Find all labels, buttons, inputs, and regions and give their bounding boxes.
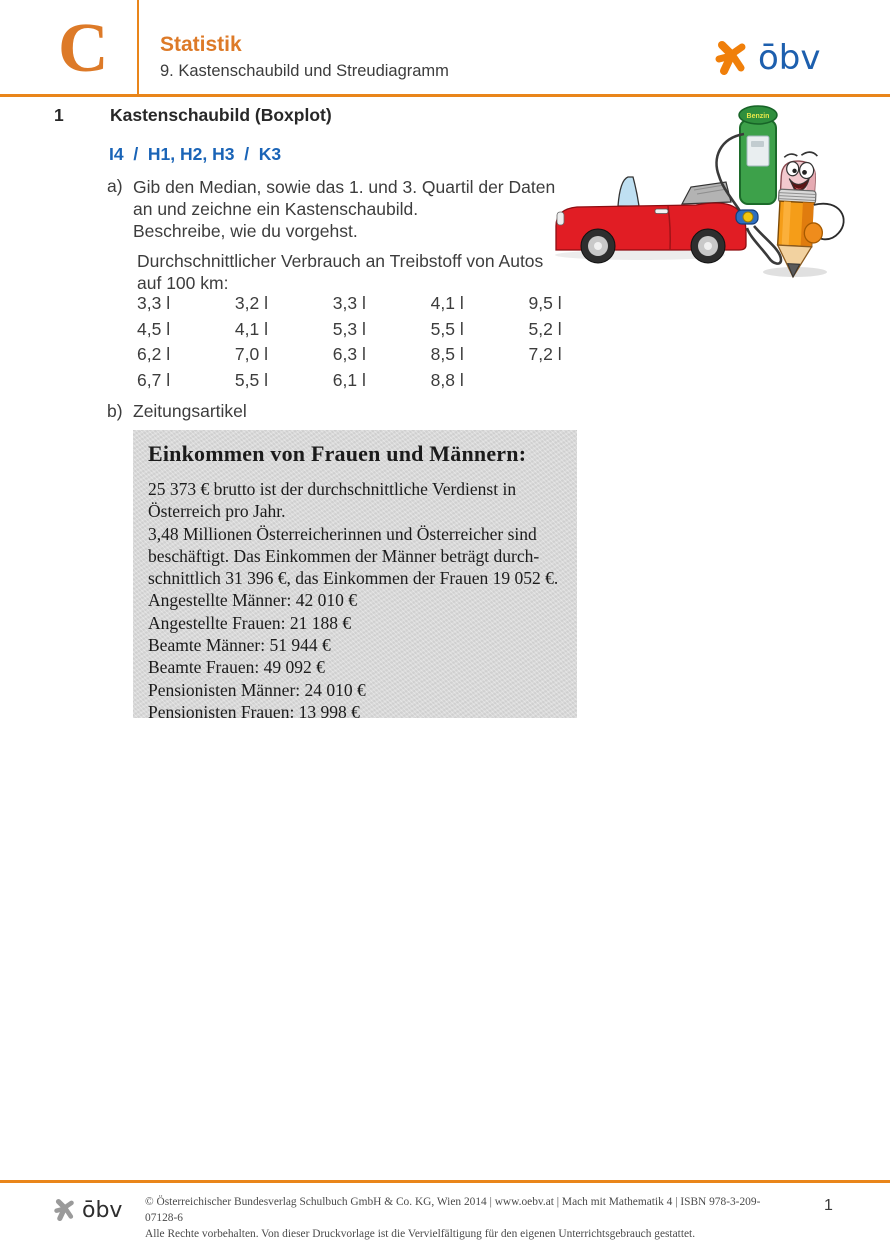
page-number: 1 <box>824 1197 833 1214</box>
table-cell: 8,8 l <box>430 369 464 390</box>
copyright-line: © Österreichischer Bundesverlag Schulbuch GmbH & Co. KG, Wien 2014 | www.oebv.at | Mach mit Mathematik 4 | ISBN 978-3-209-07128-6 <box>145 1196 761 1224</box>
left-eyebrow <box>784 154 797 158</box>
article-line: schnittlich 31 396 €, das Einkommen der Frauen 19 052 €. <box>148 568 559 589</box>
chapter-subtitle: 9. Kastenschaubild und Streudiagramm <box>160 62 449 80</box>
part-b-title: Zeitungsartikel <box>133 401 247 421</box>
part-a-label: a) <box>107 176 123 196</box>
article-line: Pensionisten Männer: 24 010 € <box>148 679 366 700</box>
article-line: Beamte Männer: 51 944 € <box>148 635 331 656</box>
footer-obv-logo <box>52 1197 122 1223</box>
article-line: Angestellte Frauen: 21 188 € <box>148 612 352 633</box>
table-cell: 7,0 l <box>234 344 268 364</box>
article-line: Beamte Frauen: 49 092 € <box>148 657 325 678</box>
article-line: beschäftigt. Das Einkommen der Männer beträgt durch- <box>148 545 540 566</box>
table-cell: 9,5 l <box>528 293 562 313</box>
footer-obv-logo-text: ōbv <box>82 1197 123 1223</box>
article-heading: Einkommen von Frauen und Männern: <box>148 441 527 466</box>
fuel-consumption-table <box>137 293 622 395</box>
table-cell: 7,2 l <box>528 344 562 364</box>
door-handle <box>655 209 668 214</box>
article-line: Österreich pro Jahr. <box>148 501 286 522</box>
newspaper-article <box>133 430 577 722</box>
data-set-title <box>137 250 543 294</box>
table-row <box>137 370 622 396</box>
pencil-character <box>775 151 848 280</box>
table-cell: 3,3 l <box>332 293 366 313</box>
fuel-pump <box>739 106 777 204</box>
front-wheel <box>581 229 615 263</box>
article-line: Angestellte Männer: 42 010 € <box>148 590 357 611</box>
instruction-line: an und zeichne ein Kastenschaubild. <box>133 199 419 220</box>
table-row <box>137 293 622 319</box>
footer-copyright <box>145 1194 775 1242</box>
pencil-hand <box>804 222 823 243</box>
competency-code: I4 / H1, H2, H3 / K3 <box>109 144 282 164</box>
article-line: 25 373 € brutto ist der durchschnittliche Verdienst in <box>148 479 517 499</box>
table-cell: 4,1 l <box>234 318 268 339</box>
right-eyebrow <box>801 152 817 156</box>
headlight <box>557 212 564 225</box>
task-title: Kastenschaubild (Boxplot) <box>110 105 332 125</box>
table-row <box>137 344 622 370</box>
part-b-label: b) <box>107 401 123 421</box>
pump-sign-label: Benzin <box>746 113 770 120</box>
copyright-line: Alle Rechte vorbehalten. Von dieser Druckvorlage ist die Vervielfältigung für den eigenen Unterrichtsgebrauch gestattet. <box>145 1228 696 1240</box>
obv-logo <box>712 38 821 78</box>
section-letter: C <box>58 10 109 87</box>
footer-rule <box>0 1180 890 1183</box>
table-cell: 6,7 l <box>137 369 171 390</box>
instruction-line: Beschreibe, wie du vorgehst. <box>133 221 358 242</box>
table-cell: 6,2 l <box>137 344 171 364</box>
table-cell: 4,1 l <box>430 293 464 313</box>
table-cell: 5,5 l <box>430 318 464 339</box>
obv-logo-star-icon <box>712 38 752 78</box>
header-rule <box>0 94 890 97</box>
data-set-title-line: auf 100 km: <box>137 273 229 294</box>
article-line: 3,48 Millionen Österreicherinnen und Österreicher sind <box>148 523 537 544</box>
table-cell: 4,5 l <box>137 318 171 339</box>
rear-wheel <box>691 229 725 263</box>
article-line: Pensionisten Frauen: 13 998 € <box>148 701 360 722</box>
red-car <box>556 177 746 263</box>
instruction-line: Gib den Median, sowie das 1. und 3. Quartil der Daten <box>133 177 556 197</box>
table-cell: 6,1 l <box>332 369 366 390</box>
table-cell: 6,3 l <box>332 344 366 364</box>
chapter-title: Statistik <box>160 33 242 56</box>
obv-logo-text: ōbv <box>758 38 821 78</box>
car-fuel-pump-illustration <box>550 100 890 290</box>
task-number: 1 <box>54 105 64 125</box>
fuel-nozzle <box>736 210 758 224</box>
part-a-instruction <box>133 176 555 243</box>
footer-obv-logo-star-icon <box>52 1197 78 1223</box>
table-row <box>137 319 622 345</box>
table-cell: 5,3 l <box>332 318 366 339</box>
header-vertical-divider <box>137 0 139 95</box>
windshield <box>618 177 639 206</box>
table-cell: 5,2 l <box>528 318 562 339</box>
table-cell: 3,2 l <box>234 293 268 313</box>
table-cell: 5,5 l <box>234 369 268 390</box>
table-cell: 3,3 l <box>137 293 171 313</box>
table-cell: 8,5 l <box>430 344 464 364</box>
data-set-title-line: Durchschnittlicher Verbrauch an Treibstoff von Autos <box>137 251 544 271</box>
